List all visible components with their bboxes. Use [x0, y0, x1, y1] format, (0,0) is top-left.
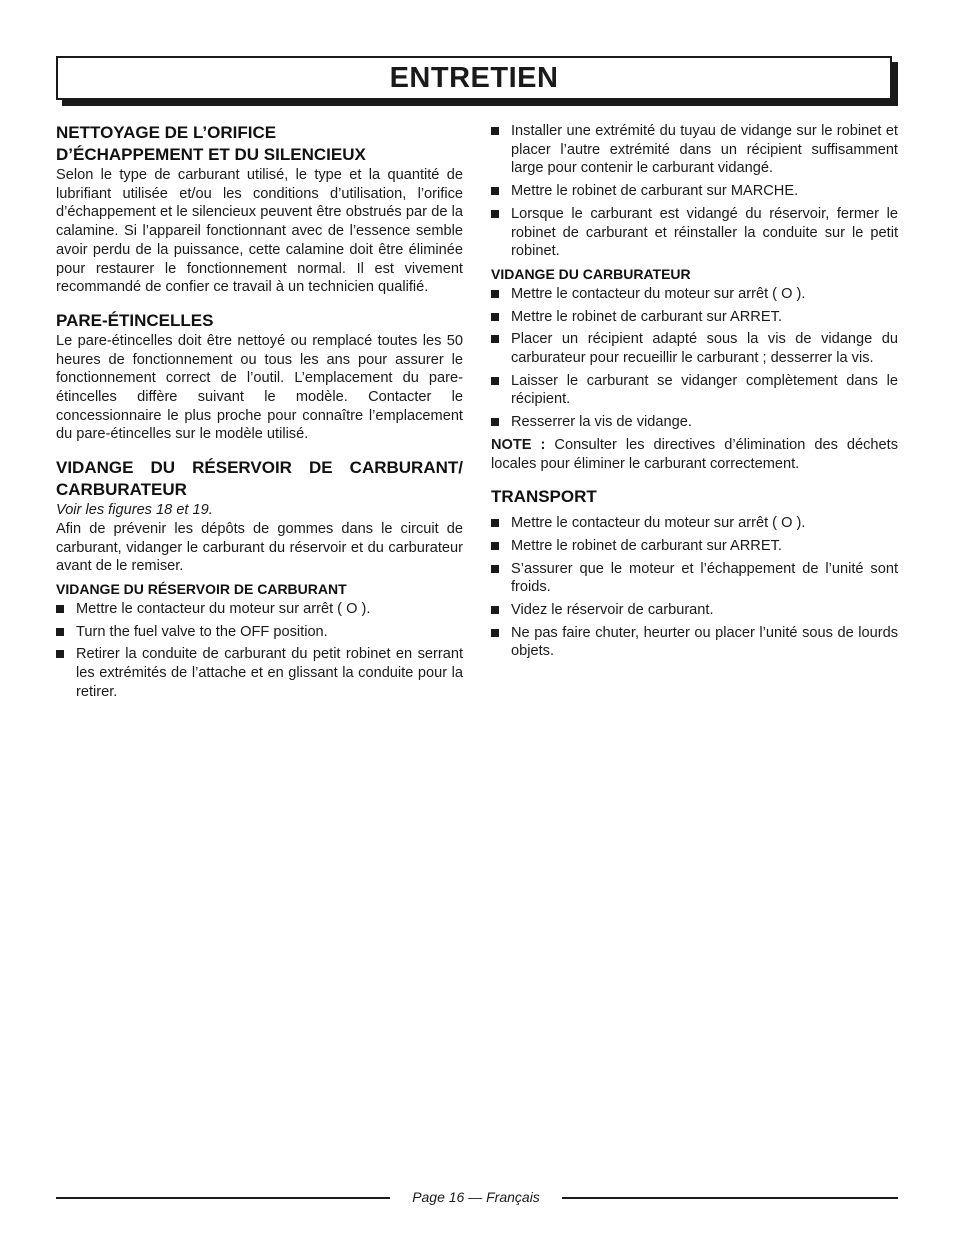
bullet-square-icon [491, 565, 499, 573]
page-footer [56, 1187, 898, 1207]
list-item: Mettre le contacteur du moteur sur arrêt ( O ). [491, 285, 898, 304]
section-heading-spark-arrestor: PARE-ÉTINCELLES [56, 310, 214, 330]
bullet-square-icon [491, 542, 499, 550]
left-column [56, 122, 463, 705]
bullet-square-icon [491, 127, 499, 135]
bullet-square-icon [491, 418, 499, 426]
bullet-square-icon [491, 210, 499, 218]
subheading-tank-drain: VIDANGE DU RÉSERVOIR DE CARBURANT [56, 580, 347, 597]
page-title: ENTRETIEN [389, 61, 559, 94]
list-item: Mettre le contacteur du moteur sur arrêt ( O ). [56, 600, 463, 619]
page-title-box [56, 56, 892, 100]
list-item: Mettre le robinet de carburant sur ARRET. [491, 308, 898, 327]
figure-reference: Voir les figures 18 et 19. [56, 502, 213, 519]
right-column [491, 122, 898, 665]
subheading-carburetor-drain: VIDANGE DU CARBURATEUR [491, 265, 691, 282]
spark-arrestor-body: Le pare-étincelles doit être nettoyé ou remplacé toutes les 50 heures de fonctionnement ou tous les ans pour assurer le fonctionnement correct de l’outil. L’emplacement du pare-étincelles diffère suivant le modèle. Contacter le concessionnaire le plus proche pour connaître l’emplacement du pare-étincelles sur le modèle utilisé. [56, 332, 463, 443]
bullet-square-icon [56, 650, 64, 658]
bullet-square-icon [491, 606, 499, 614]
fuel-drain-body: Afin de prévenir les dépôts de gommes dans le circuit de carburant, vidanger le carburant du réservoir et du carburateur avant de le remiser. [56, 520, 463, 575]
list-item: Mettre le robinet de carburant sur ARRET. [491, 537, 898, 556]
footer-rule-right [562, 1197, 898, 1199]
bullet-square-icon [56, 628, 64, 636]
list-item: Ne pas faire chuter, heurter ou placer l’unité sous de lourds objets. [491, 624, 898, 661]
exhaust-body: Selon le type de carburant utilisé, le type et la quantité de lubrifiant utilisée et/ou les conditions d’utilisation, l’orifice d’échappement et le silencieux peuvent être obstrués par de la calamine. Si l’appareil fonctionnant avec de l’essence semble avoir perdu de la puissance, cette calamine doit être éliminée pour restaurer le fonctionnement normal. Il est vivement recommandé de confier ce travail à un technicien qualifié. [56, 167, 463, 296]
bullet-square-icon [491, 335, 499, 343]
list-item: S’assurer que le moteur et l’échappement de l’unité sont froids. [491, 560, 898, 597]
tank-drain-list-continued [491, 122, 898, 261]
list-item: Lorsque le carburant est vidangé du réservoir, fermer le robinet de carburant et réinstaller la conduite sur le petit robinet. [491, 205, 898, 261]
footer-rule-left [56, 1197, 390, 1199]
section-heading-transport: TRANSPORT [491, 487, 597, 507]
list-item: Resserrer la vis de vidange. [491, 413, 898, 432]
footer-page-label: Page 16 — Français [412, 1189, 540, 1205]
list-item: Laisser le carburant se vidanger complètement dans le récipient. [491, 372, 898, 409]
tank-drain-list [56, 600, 463, 702]
bullet-square-icon [491, 187, 499, 195]
list-item: Retirer la conduite de carburant du petit robinet en serrant les extrémités de l’attache et en glissant la conduite pour la retirer. [56, 645, 463, 701]
bullet-square-icon [491, 377, 499, 385]
list-item: Videz le réservoir de carburant. [491, 601, 898, 620]
section-heading-exhaust-line1: NETTOYAGE DE L’ORIFICE [56, 123, 277, 142]
section-heading-fuel-drain: VIDANGE DU RÉSERVOIR DE CARBURANT/ CARBURATEUR [56, 458, 463, 500]
note-paragraph [491, 436, 898, 473]
transport-list [491, 514, 898, 661]
list-item: Turn the fuel valve to the OFF position. [56, 623, 463, 642]
section-heading-exhaust-line2: D’ÉCHAPPEMENT ET DU SILENCIEUX [56, 145, 366, 164]
list-item: Mettre le robinet de carburant sur MARCHE. [491, 182, 898, 201]
carburetor-drain-list [491, 285, 898, 432]
bullet-square-icon [56, 605, 64, 613]
bullet-square-icon [491, 519, 499, 527]
bullet-square-icon [491, 290, 499, 298]
bullet-square-icon [491, 629, 499, 637]
section-heading-exhaust [56, 122, 463, 166]
note-text: Consulter les directives d’élimination des déchets locales pour éliminer le carburant correctement. [491, 436, 898, 472]
list-item: Mettre le contacteur du moteur sur arrêt ( O ). [491, 514, 898, 533]
list-item: Installer une extrémité du tuyau de vidange sur le robinet et placer l’autre extrémité dans un récipient suffisamment large pour contenir le carburant vidangé. [491, 122, 898, 178]
bullet-square-icon [491, 313, 499, 321]
note-label: NOTE : [491, 436, 546, 453]
list-item: Placer un récipient adapté sous la vis de vidange du carburateur pour recueillir le carburant ; desserrer la vis. [491, 330, 898, 367]
